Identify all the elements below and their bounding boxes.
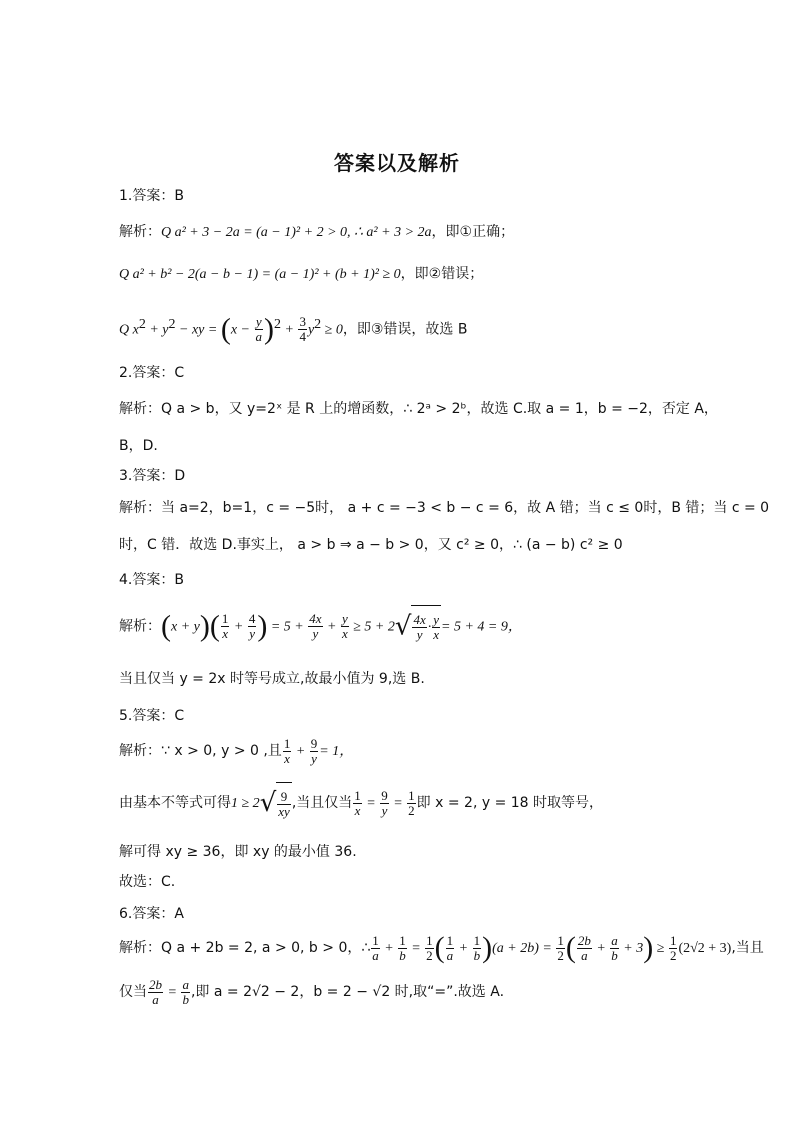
q6-head-1: 解析：Q a + 2b = 2, a > 0, b > 0，∴ bbox=[119, 940, 371, 956]
q3-answer: 3.答案：D bbox=[119, 468, 186, 484]
q4-label: 解析： bbox=[119, 618, 161, 635]
q1-line-2 bbox=[119, 265, 483, 284]
q6-head-2: 仅当 bbox=[119, 984, 147, 1000]
q5-line-2: 由基本不等式可得1 ≥ 2√ $\frac{9}{xy}$ ,当且仅当 $\frac{1}{x}$ = $\frac{9}{y}$ = $\frac{1}{2}$ 即 x = 2, y = 18 时取等号， bbox=[119, 782, 603, 824]
q1-label: 解析： bbox=[119, 224, 161, 240]
q4-answer: 4.答案：B bbox=[119, 572, 184, 588]
q6-tail-1: ,当且 bbox=[731, 940, 764, 956]
q5-tail-1: = 1， bbox=[319, 744, 354, 759]
q6-answer: 6.答案：A bbox=[119, 906, 184, 922]
q1-answer: 1.答案：B bbox=[119, 188, 184, 204]
q5-line-1: 解析：∵ x > 0, y > 0 ,且 $\frac{1}{x}$ + $\frac{9}{y}$ = 1， bbox=[119, 735, 354, 766]
q5-mid-2: ,当且仅当 bbox=[291, 795, 353, 811]
q6-line-1: 解析：Q a + 2b = 2, a > 0, b > 0，∴ $\frac{1}{a}$ + $\frac{1}{b}$ = $\frac{1}{2}$ ( $\frac{1}{a}$ + $\frac{1}{b}$ )(a + 2b) = $\frac{1}{2}$ ( $\frac{2b}{a}$ + $\frac{a}{b}$ + 3) ≥ $\frac{1}{2}$ (2√2 + 3),当且 bbox=[119, 931, 764, 964]
q1-tail-1: ，即①正确； bbox=[431, 224, 515, 240]
q4-line-1: 解析：(x + y)( $\frac{1}{x}$ + $\frac{4}{y}$ ) = 5 + $\frac{4x}{y}$ + $\frac{y}{x}$ ≥ 5 + 2√ $\frac{4x}{y}$ · $\frac{y}{x}$ = 5 + 4 = 9， bbox=[119, 605, 522, 648]
q1-math-1: Q a² + 3 − 2a = (a − 1)² + 2 > 0, ∴ a² + 3 > 2a bbox=[161, 225, 432, 240]
q1-tail-2: ，即②错误； bbox=[400, 266, 484, 282]
q5-tail-2: 即 x = 2, y = 18 时取等号， bbox=[416, 795, 604, 811]
q6-line-2: 仅当 $\frac{2b}{a}$ = $\frac{a}{b}$ ,即 a = 2√2 − 2，b = 2 − √2 时,取“=”.故选 A. bbox=[119, 976, 505, 1007]
q2-line-2: B，D. bbox=[119, 438, 158, 454]
q4-tail: = 5 + 4 = 9， bbox=[441, 619, 522, 635]
q5-head-1: 解析：∵ x > 0, y > 0 ,且 bbox=[119, 743, 282, 759]
q2-answer: 2.答案：C bbox=[119, 365, 185, 381]
q1-line-1 bbox=[119, 223, 514, 242]
q2-line-1: 解析：Q a > b，又 y=2ˣ 是 R 上的增函数，∴ 2ᵃ > 2ᵇ，故选 C.取 a = 1，b = −2，否定 A， bbox=[119, 401, 718, 417]
q4-line-2: 当且仅当 y = 2x 时等号成立,故最小值为 9,选 B. bbox=[119, 671, 425, 687]
q6-tail-2: ,即 a = 2√2 − 2，b = 2 − √2 时,取“=”.故选 A. bbox=[190, 984, 505, 1000]
q3-line-2: 时，C 错．故选 D.事实上， a > b ⇒ a − b > 0，又 c² ≥ 0，∴ (a − b) c² ≥ 0 bbox=[119, 537, 623, 553]
q1-tail-3: ，即③错误，故选 B bbox=[342, 321, 468, 338]
q1-line-3: Q $x^2 + y^2$ − xy = (x − $\frac{y}{a}$ )$^2$ + $\frac{3}{4}$ $y^2 \ge 0$，即③错误，故选 B bbox=[119, 312, 468, 346]
q5-line-3: 解可得 xy ≥ 36，即 xy 的最小值 36. bbox=[119, 844, 357, 860]
q5-line-4: 故选：C. bbox=[119, 874, 176, 890]
q5-head-2: 由基本不等式可得 bbox=[119, 795, 231, 811]
q5-answer: 5.答案：C bbox=[119, 708, 185, 724]
q1-math-2: Q a² + b² − 2(a − b − 1) = (a − 1)² + (b + 1)² ≥ 0 bbox=[119, 267, 401, 282]
q3-line-1: 解析：当 a=2，b=1，c = −5时， a + c = −3 < b − c = 6，故 A 错；当 c ≤ 0时，B 错；当 c = 0 bbox=[119, 500, 770, 516]
page-title: 答案以及解析 bbox=[334, 151, 460, 175]
